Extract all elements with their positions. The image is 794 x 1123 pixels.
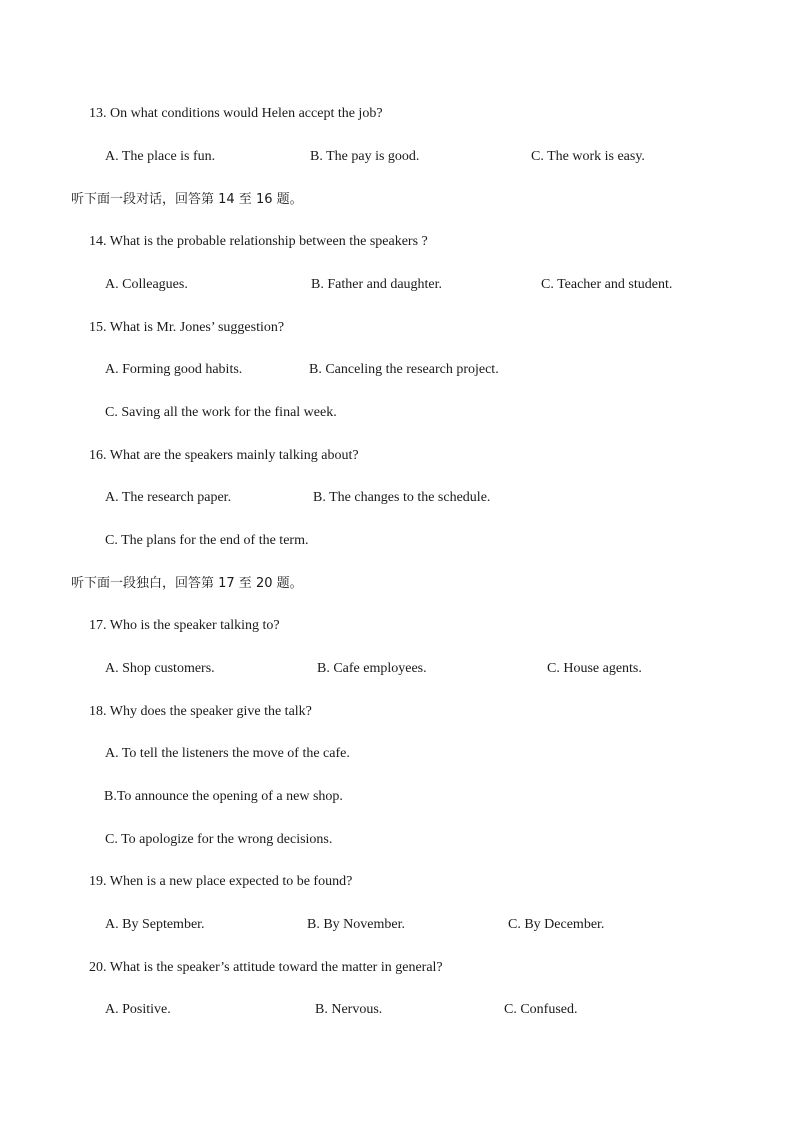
question-17: 17. Who is the speaker talking to? [89, 618, 280, 633]
q19-option-b: B. By November. [307, 917, 405, 932]
q18-option-c: C. To apologize for the wrong decisions. [105, 832, 333, 847]
q18-option-b: B.To announce the opening of a new shop. [104, 789, 343, 804]
question-16: 16. What are the speakers mainly talking about? [89, 448, 359, 463]
q13-option-c: C. The work is easy. [531, 149, 645, 164]
q14-option-c: C. Teacher and student. [541, 277, 673, 292]
q20-option-b: B. Nervous. [315, 1002, 383, 1017]
q16-option-a: A. The research paper. [105, 490, 232, 505]
question-14: 14. What is the probable relationship between the speakers ? [89, 234, 428, 249]
question-13: 13. On what conditions would Helen accept the job? [89, 106, 383, 121]
q13-option-b: B. The pay is good. [310, 149, 420, 164]
q13-option-a: A. The place is fun. [105, 149, 216, 164]
q19-option-c: C. By December. [508, 917, 605, 932]
question-20: 20. What is the speaker’s attitude toward the matter in general? [89, 960, 443, 975]
question-18: 18. Why does the speaker give the talk? [89, 704, 312, 719]
q19-option-a: A. By September. [105, 917, 205, 932]
q17-option-c: C. House agents. [547, 661, 642, 676]
q15-option-b: B. Canceling the research project. [309, 362, 499, 377]
q14-option-a: A. Colleagues. [105, 277, 188, 292]
q15-option-c: C. Saving all the work for the final week. [105, 405, 337, 420]
q17-option-b: B. Cafe employees. [317, 661, 427, 676]
q20-option-a: A. Positive. [105, 1002, 171, 1017]
q14-option-b: B. Father and daughter. [311, 277, 443, 292]
q18-option-a: A. To tell the listeners the move of the cafe. [105, 746, 350, 761]
q16-option-b: B. The changes to the schedule. [313, 490, 491, 505]
q16-option-c: C. The plans for the end of the term. [105, 533, 309, 548]
q17-option-a: A. Shop customers. [105, 661, 215, 676]
question-19: 19. When is a new place expected to be found? [89, 874, 353, 889]
question-15: 15. What is Mr. Jones’ suggestion? [89, 320, 285, 335]
section-heading-14-16: 听下面一段对话，回答第 14 至 16 题。 [71, 192, 303, 207]
q20-option-c: C. Confused. [504, 1002, 578, 1017]
section-heading-17-20: 听下面一段独白，回答第 17 至 20 题。 [71, 576, 303, 591]
q15-option-a: A. Forming good habits. [105, 362, 243, 377]
